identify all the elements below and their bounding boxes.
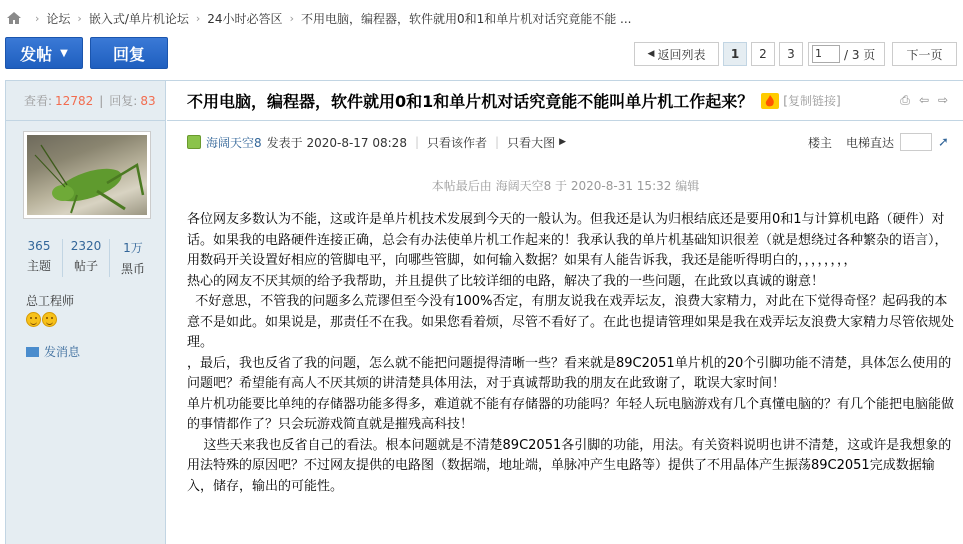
reply-label: 回复 bbox=[112, 44, 145, 64]
breadcrumb-current: 不用电脑，编程器，软件就用0和1和单片机对话究竟能不能 ... bbox=[300, 11, 632, 26]
floor-label: 楼主 bbox=[807, 135, 832, 150]
thread-stats bbox=[6, 81, 166, 121]
user-stat-value: 365 bbox=[27, 239, 51, 253]
post-paragraph: ，最后，我也反省了我的问题，怎么就不能把问题提得清晰一些？看来就是89C2051单片机的20个引脚功能不清楚，具体怎么使用的问题吧？希望能有高人不厌其烦的讲清楚具体用法，对于真诚帮助我的朋友在此致谢了，耽误大家时间！ bbox=[187, 355, 952, 391]
post-paragraph: 热心的网友不厌其烦的给予我帮助，并且提供了比较详细的电路，解决了我的一些问题，在此致以真诚的谢意！ bbox=[187, 273, 825, 289]
page-jump bbox=[808, 42, 885, 66]
rank-stars bbox=[26, 312, 57, 327]
breadcrumb-forum[interactable]: 论坛 bbox=[46, 11, 71, 26]
home-icon[interactable] bbox=[6, 10, 22, 26]
post-meta bbox=[187, 131, 952, 153]
chevron-down-icon[interactable]: ▼ bbox=[60, 47, 68, 59]
post-content bbox=[167, 81, 963, 544]
breadcrumb-separator: › bbox=[77, 11, 82, 25]
post-paragraph: 各位网友多数认为不能，这或许是单片机技术发展到今天的一般认为。但我还是认为归根结底还是要用0和1与计算机电路（硬件）对话。如果我的电路硬件连接正确，总会有办法使单片机工作起来的！我承认我的单片机基础知识很差（就是想绕过各种繁杂的语言），用数码开关设置好相应的管脚电平，向哪些管脚，如何输入数据？如果有人能告诉我，我还是能听得明白的，，，，，，，， bbox=[187, 212, 948, 268]
reply-button[interactable] bbox=[90, 37, 168, 69]
send-message-label: 发消息 bbox=[44, 345, 81, 359]
author-name[interactable]: 海阔天空8 bbox=[206, 135, 262, 150]
avatar-image bbox=[27, 135, 147, 215]
send-message-link[interactable] bbox=[26, 343, 80, 360]
page-total: / 3 页 bbox=[844, 47, 876, 62]
user-stat-label: 帖子 bbox=[73, 259, 98, 273]
views-label: 查看: bbox=[24, 94, 53, 108]
back-to-list-button[interactable] bbox=[634, 42, 719, 66]
triangle-right-icon[interactable]: ▶ bbox=[559, 137, 567, 147]
post-body bbox=[187, 210, 957, 497]
author-sidebar bbox=[6, 81, 166, 544]
post-container bbox=[5, 80, 963, 544]
meta-separator: | bbox=[495, 135, 500, 149]
jump-go-icon[interactable]: ➚ bbox=[938, 135, 949, 150]
replies-label: 回复: bbox=[109, 94, 138, 108]
user-stat-value: 1万 bbox=[123, 241, 143, 255]
new-post-label: 发帖 bbox=[20, 44, 53, 64]
jump-label: 电梯直达 bbox=[845, 135, 894, 150]
avatar[interactable] bbox=[23, 131, 151, 219]
thread-title-bar bbox=[167, 81, 963, 121]
next-page-button[interactable]: 下一页 bbox=[892, 42, 957, 66]
user-stats bbox=[16, 239, 156, 277]
prev-thread-icon[interactable]: ⇦ bbox=[918, 93, 930, 107]
post-paragraph: 这些天来我也反省自己的看法。根本问题就是不清楚89C2051各引脚的功能，用法。有关资料说明也讲不清楚，这或许是我想象的用法特殊的原因吧？不过网友提供的电路图（数据端，地址端，单脉冲产生电路等）提供了不用晶体产生振荡89C2051完成数据输入，储存，输出的可能性。 bbox=[187, 437, 952, 494]
meta-separator: | bbox=[414, 135, 420, 149]
title-tools bbox=[898, 93, 950, 107]
action-bar bbox=[0, 36, 963, 72]
floor-tools bbox=[808, 133, 952, 151]
page-1-link[interactable]: 1 bbox=[723, 42, 747, 66]
user-stat-threads[interactable] bbox=[16, 239, 63, 277]
jump-floor-input[interactable] bbox=[900, 133, 932, 151]
user-stat-posts[interactable] bbox=[63, 239, 110, 277]
only-big-image-link[interactable]: 只看大图 bbox=[507, 135, 556, 150]
stats-divider: | bbox=[99, 93, 104, 108]
back-to-list-label: 返回列表 bbox=[657, 47, 706, 62]
mail-icon bbox=[26, 347, 39, 357]
thread-title: 不用电脑，编程器，软件就用0和1和单片机对话究竟能不能叫单片机工作起来？ bbox=[187, 92, 754, 111]
user-stat-label: 主题 bbox=[26, 259, 51, 273]
views-count: 12782 bbox=[55, 93, 94, 108]
page-2-link[interactable]: 2 bbox=[751, 42, 775, 66]
post-paragraph: 不好意思，不管我的问题多么荒谬但至今没有100%否定，有朋友说我在戏弄坛友，浪费大家精力，对此在下觉得奇怪？起码我的本意不是如此。如果说是，那责任不在我。如果您看着烦，尽管不看好了。在此也提请管理如果是我在戏弄坛友浪费大家精力尽管依规处理。 bbox=[187, 294, 955, 350]
breadcrumb-separator: › bbox=[289, 11, 294, 25]
breadcrumb-separator: › bbox=[35, 11, 40, 25]
post-paragraph: 单片机功能要比单纯的存储器功能多得多，难道就不能有存储器的功能吗？年轻人玩电脑游戏有几个真懂电脑的？有几个能把电脑能做的事情都作了？只会玩游戏简直就是摧残高科技！ bbox=[187, 396, 955, 432]
breadcrumb-embedded-forum[interactable]: 嵌入式/单片机论坛 bbox=[88, 11, 189, 26]
page-jump-input[interactable]: 1 bbox=[812, 45, 840, 63]
next-thread-icon[interactable]: ⇨ bbox=[937, 93, 949, 107]
grasshopper-picture bbox=[27, 135, 147, 215]
page-3-link[interactable]: 3 bbox=[779, 42, 803, 66]
breadcrumb bbox=[0, 0, 963, 36]
only-author-link[interactable]: 只看该作者 bbox=[427, 135, 488, 150]
post-time: 发表于 2020-8-17 08:28 bbox=[266, 135, 407, 150]
fire-icon bbox=[761, 93, 779, 109]
copy-link[interactable]: [复制链接] bbox=[783, 94, 841, 108]
user-stat-value: 2320 bbox=[70, 239, 102, 253]
user-stat-coins[interactable] bbox=[110, 239, 156, 277]
new-post-button[interactable] bbox=[5, 37, 83, 69]
rank-smiley-icon bbox=[26, 312, 41, 327]
online-status-icon bbox=[187, 135, 201, 149]
back-arrow-icon: ◀ bbox=[647, 49, 655, 59]
rank-smiley-icon bbox=[42, 312, 57, 327]
breadcrumb-separator: › bbox=[195, 11, 201, 25]
edit-note: 本帖最后由 海阔天空8 于 2020-8-31 15:32 编辑 bbox=[431, 179, 700, 193]
replies-count: 83 bbox=[140, 93, 156, 108]
breadcrumb-24h-zone[interactable]: 24小时必答区 bbox=[207, 11, 283, 26]
user-rank: 总工程师 bbox=[26, 294, 75, 308]
print-icon[interactable]: ⎙ bbox=[900, 93, 910, 107]
user-stat-label: 黑币 bbox=[120, 262, 145, 276]
